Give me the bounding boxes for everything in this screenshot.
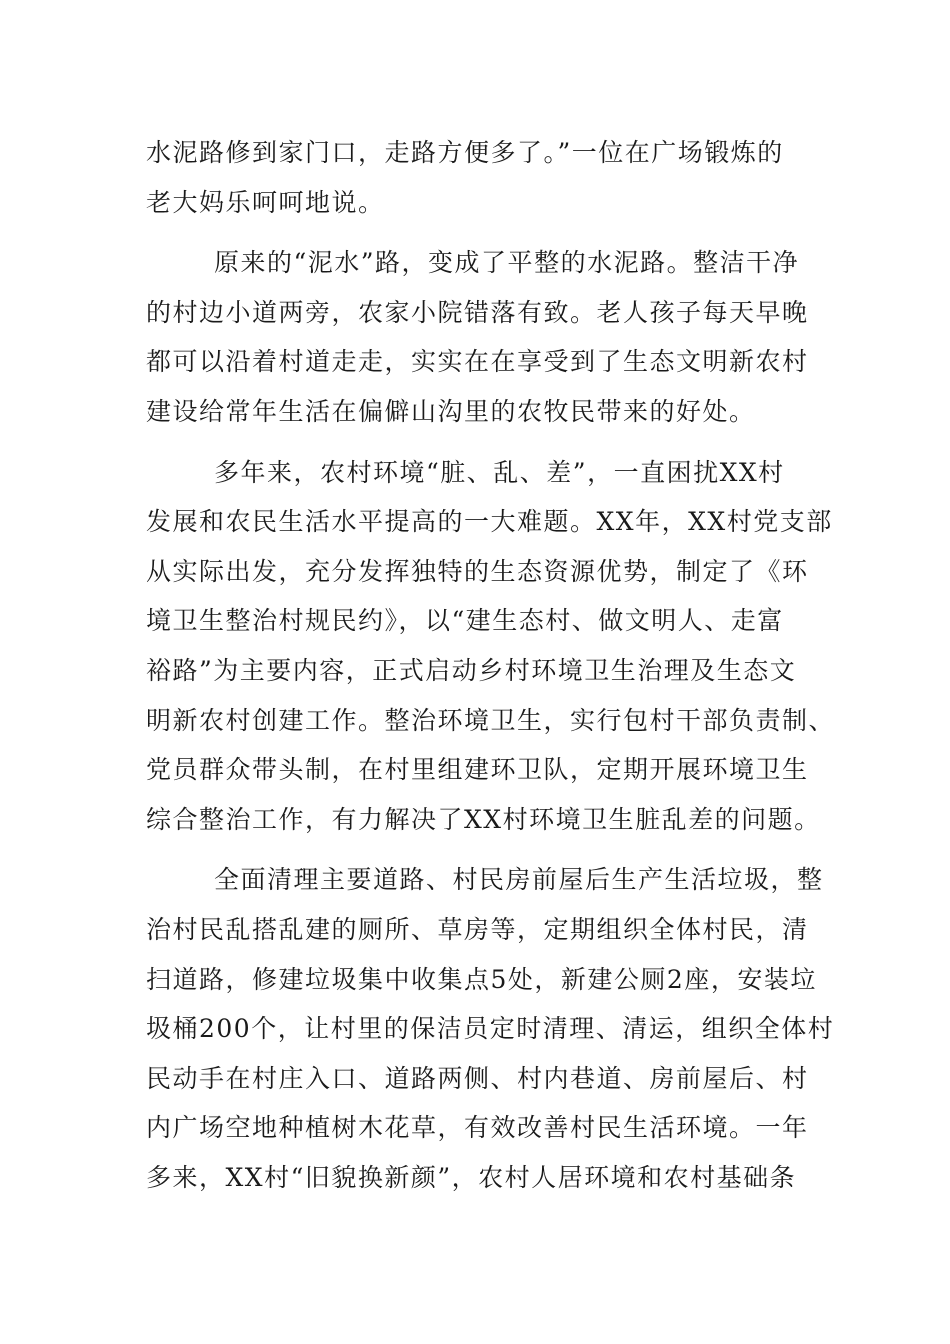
text-line: 都可以沿着村道走走，实实在在享受到了生态文明新农村 [146, 347, 809, 377]
text-line: 多年来，农村环境“脏、乱、差”，一直困扰XX村 [214, 457, 785, 487]
text-line: 建设给常年生活在偏僻山沟里的农牧民带来的好处。 [146, 396, 756, 426]
text-line: 全面清理主要道路、村民房前屋后生产生活垃圾，整 [214, 865, 824, 895]
text-line: 内广场空地种植树木花草，有效改善村民生活环境。一年 [146, 1113, 809, 1143]
text-line: 治村民乱搭乱建的厕所、草房等，定期组织全体村民，清 [146, 914, 809, 944]
text-line: 水泥路修到家门口，走路方便多了。”一位在广场锻炼的 [146, 138, 784, 167]
text-line: 的村边小道两旁，农家小院错落有致。老人孩子每天早晚 [146, 297, 809, 327]
paragraph [146, 855, 835, 1202]
text-line: 明新农村创建工作。整治环境卫生，实行包村干部负责制、 [146, 705, 836, 735]
paragraph [146, 448, 836, 845]
text-line: 综合整治工作，有力解决了XX村环境卫生脏乱差的问题。 [146, 804, 821, 834]
text-line: 从实际出发，充分发挥独特的生态资源优势，制定了《环 [146, 556, 809, 586]
text-line: 境卫生整治村规民约》，以“建生态村、做文明人、走富 [146, 606, 784, 636]
text-line: 老大妈乐呵呵地说。 [146, 187, 385, 217]
text-line: 圾桶200个，让村里的保洁员定时清理、清运，组织全体村 [146, 1014, 835, 1044]
text-line: 民动手在村庄入口、道路两侧、村内巷道、房前屋后、村 [146, 1063, 809, 1093]
text-line: 多来，XX村“旧貌换新颜”，农村人居环境和农村基础条 [146, 1162, 797, 1192]
text-line: 扫道路，修建垃圾集中收集点5处，新建公厕2座，安装垃 [146, 964, 817, 994]
text-line: 发展和农民生活水平提高的一大难题。XX年，XX村党支部 [146, 507, 833, 537]
text-line: 党员群众带头制，在村里组建环卫队，定期开展环境卫生 [146, 755, 809, 785]
text-line: 原来的“泥水”路，变成了平整的水泥路。整洁干净 [214, 248, 800, 278]
body-text [146, 128, 836, 1202]
text-line: 裕路”为主要内容，正式启动乡村环境卫生治理及生态文 [146, 655, 797, 685]
paragraph [146, 238, 809, 436]
paragraph [146, 128, 806, 227]
